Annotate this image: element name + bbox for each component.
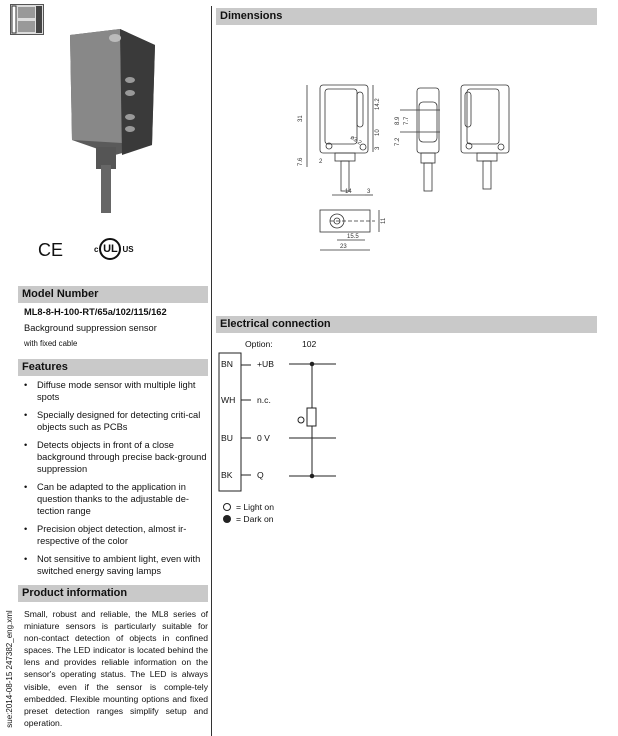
electrical-connection-heading: Electrical connection [216,316,597,333]
legend-text: = Light on [236,502,274,512]
product-photo [60,25,160,215]
dim-label: 11 [381,217,387,224]
dim-label: 23 [340,244,347,250]
dimension-drawing [295,80,520,265]
legend-light-on [223,502,274,512]
feature-item: • Precision object detection, almost ir-respective of the color [22,523,208,547]
dim-label: 10 [375,129,381,136]
model-code: ML8-8-H-100-RT/65a/102/115/162 [24,307,167,317]
pin-wire: BN [221,359,233,369]
ce-mark: CE [38,240,64,260]
features-heading: Features [18,359,208,376]
option-value: 102 [302,339,317,349]
pin-signal: 0 V [257,433,270,443]
feature-item: • Not sensitive to ambient light, even with switched energy saving lamps [22,553,208,577]
legend-text: = Dark on [236,514,274,524]
dim-label: 8.9 [395,116,401,125]
dim-label: 7.2 [395,137,401,146]
dim-label: 3 [367,189,371,195]
dim-label: 14.2 [375,98,381,110]
product-info-heading: Product information [18,585,208,602]
ul-c: c [94,244,99,254]
dim-label: 7.6 [298,157,304,166]
dim-label: 3 [375,146,381,150]
legend-dark-on [223,514,274,524]
product-info-text: Small, robust and reliable, the ML8 series of miniature sensors is particularly suitable for non-contact detection of objects in confined spaces. The LED indicator is located behind the lens and provides reliable information on the sensor's operating status. The LED is always visible, even if the sensor is comple-tely embedded. Flexible mounting options and fixed preset detection ranges simplify setup and operation. [24,609,208,728]
feature-item: • Diffuse mode sensor with multiple light spots [22,379,208,403]
dim-label: 7.7 [404,116,410,125]
column-divider [211,6,212,736]
feature-item: • Detects objects in front of a close background through precise back-ground suppression [22,439,208,475]
document-footer-note: sue:2014-08-15 247382_eng.xml [5,610,14,728]
pin-wire: WH [221,395,236,405]
pin-wire: BU [221,433,233,443]
dim-label: 14 [345,189,352,195]
dim-label: ø3.2 [348,134,363,147]
ul-us: US [122,244,134,254]
features-list [22,379,208,583]
manufacturer-logo-icon [10,4,45,36]
pin-signal: n.c. [257,395,271,405]
dim-label: 31 [298,115,304,122]
model-description: Background suppression sensor [24,323,157,333]
feature-item: • Can be adapted to the application in question thanks to the adjustable de-tection range [22,481,208,517]
pin-signal: Q [257,470,264,480]
dim-label: 15.5 [347,234,359,240]
dim-label: 2 [319,159,323,165]
model-number-heading: Model Number [18,286,208,303]
wiring-diagram [215,350,365,495]
open-circle-icon [223,503,231,511]
pin-wire: BK [221,470,233,480]
ul-circle: UL [99,238,121,260]
model-subdescription: with fixed cable [24,339,78,348]
pin-signal: +UB [257,359,274,369]
ul-mark [94,238,134,260]
filled-circle-icon [223,515,231,523]
dimensions-heading: Dimensions [216,8,597,25]
feature-item: • Specially designed for detecting criti-cal objects such as PCBs [22,409,208,433]
option-label: Option: [245,339,273,349]
